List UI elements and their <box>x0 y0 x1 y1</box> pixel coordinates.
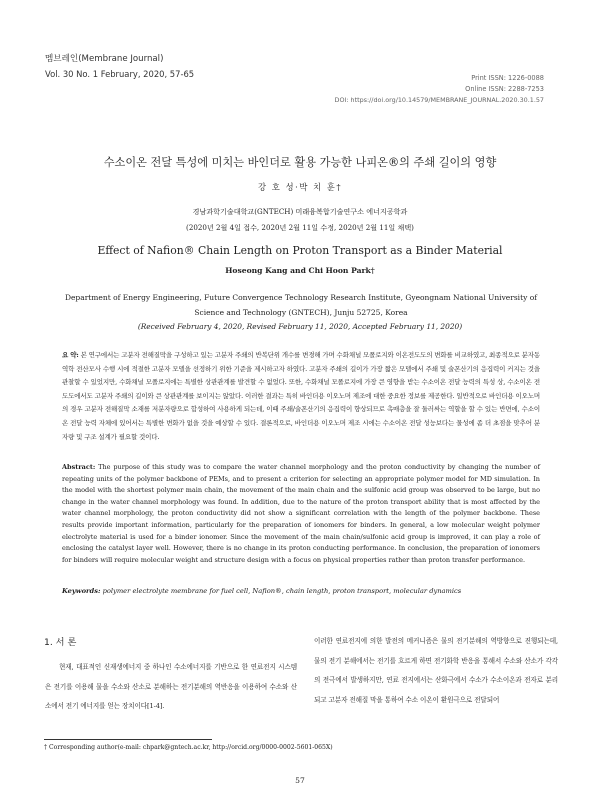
english-affiliation: Department of Energy Engineering, Future Convergence Technology Research Institute, Gyeongnam National University of Science and Technology (GNTECH), Junju 52725, Korea <box>64 293 538 318</box>
korean-abstract-label: 요 약: <box>62 351 79 359</box>
journal-issue: Vol. 30 No. 1 February, 2020, 57-65 <box>45 69 195 79</box>
online-issn: Online ISSN: 2288-7253 <box>465 85 544 93</box>
english-abstract <box>62 462 540 566</box>
english-authors: Hoseong Kang and Chi Hoon Park† <box>225 266 375 275</box>
journal-name: 멤브레인(Membrane Journal) <box>45 54 164 64</box>
keywords-text: polymer electrolyte membrane for fuel cell, Nafion®, chain length, proton transport, molecular dynamics <box>102 587 462 595</box>
print-issn: Print ISSN: 1226-0088 <box>471 74 544 82</box>
body-text-left-column: 현재, 대표적인 신재생에너지 중 하나인 수소에너지를 기반으로 한 연료전지 시스템은 전기를 이용해 물을 수소와 산소로 분해하는 전기분해의 역반응을 이용하여 수소와 산소에서 전기 에너지를 얻는 장치이다[1-4]. <box>45 663 297 711</box>
doi-link[interactable]: DOI: https://doi.org/10.14579/MEMBRANE_JOURNAL.2020.30.1.57 <box>334 96 544 104</box>
keywords <box>62 586 540 597</box>
page-number: 57 <box>295 776 305 785</box>
korean-abstract-text: 본 연구에서는 고분자 전해질막을 구성하고 있는 고분자 주쇄의 반복단위 개수를 변경해 가며 수화채널 모폴로지와 이온전도도의 변화를 비교하였고, 최종적으로 분자동역학 전산모사 수행 시에 적절한 고분자 모델을 선정하기 위한 기준을 제시하고자 하였다. 고분자 주쇄의 길이가 가장 짧은 모델에서 주쇄 및 술폰산기의 응집력이 커지는 것을 관찰할 수 있었지만, 수화채널 모폴로지에는 특별한 상관관계를 발견할 수 없었다. 또한, 수화채널 모폴로지에 가장 큰 영향을 받는 수소이온 전달 능력의 특성 상, 수소이온 전도도에서도 고분자 주쇄의 길이와 큰 상관관계를 보이지는 않았다. 이러한 결과는 특히 바인더용 이오노머 제조에 대한 중요한 정보를 제공한다. 일반적으로 바인더용 이오노머의 경우 고분자 전해질막 소재를 저분자량으로 합성하여 사용하게 되는데, 이때 주쇄/술폰산기의 응집력이 향상되므로 촉매층을 잘 둘러싸는 역할을 할 수 있는 반면에, 수소이온 전달 능력 자체에 있어서는 특별한 변화가 없을 것을 예상할 수 있다. 결론적으로, 바인더용 이오노머 제조 시에는 수소이온 전달 성능보다는 물성에 좀 더 초점을 맞추어 분자량 및 구조 설계가 필요할 것이다. <box>62 351 541 441</box>
korean-title: 수소이온 전달 특성에 미치는 바인더로 활용 가능한 나피온®의 주쇄 길이의 영향 <box>103 156 497 169</box>
korean-abstract <box>62 349 540 444</box>
english-title: Effect of Nafion® Chain Length on Proton Transport as a Binder Material <box>97 244 503 257</box>
corresponding-author-footnote: † Corresponding author(e-mail: chpark@gntech.ac.kr, http://orcid.org/0000-0002-5601-065X) <box>44 744 333 751</box>
keywords-label: Keywords: <box>62 587 101 595</box>
english-abstract-label: Abstract: <box>62 463 96 471</box>
footnote-divider <box>44 739 212 740</box>
korean-authors: 강 호 성·박 치 훈† <box>257 182 343 192</box>
body-text-right-column: 이러한 연료전지에 의한 발전의 메커니즘은 물의 전기분해의 역방향으로 진행되는데, 물의 전기 분해에서는 전기를 흐르게 하면 전기화학 반응을 통해서 수소와 산소가 각각의 전극에서 발생하지만, 연료 전지에서는 산화극에서 수소가 수소이온과 전자로 분리되고 고분자 전해질 막을 통하여 수소 이온이 환원극으로 전달되어 <box>314 637 558 704</box>
korean-received-dates: (2020년 2월 4일 접수, 2020년 2월 11일 수정, 2020년 2월 11일 채택) <box>186 223 414 232</box>
english-received-dates: (Received February 4, 2020, Revised February 11, 2020, Accepted February 11, 2020) <box>137 322 463 331</box>
english-abstract-text: The purpose of this study was to compare the water channel morphology and the proton conductivity by changing the number of repeating units of the polymer backbone of PEMs, and to present a criterion for selecting an appropriate polymer model for MD simulation. In the model with the shortest polymer main chain, the movement of the main chain and the sulfonic acid group was observed to be large, but no change in the water channel morphology was found. In addition, due to the nature of the proton transport ability that is most affected by the water channel morphology, the proton conductivity did not show a significant correlation with the length of the polymer backbone. These results provide important information, particularly for the preparation of ionomers for binders. In general, a low molecular weight polymer electrolyte material is used for a binder ionomer. Since the movement of the main chain/sulfonic acid group is improved, it can play a role of enclosing the catalyst layer well. However, there is no change in its proton conducting performance. In conclusion, the preparation of ionomers for binders will require molecular weight and structure design with a focus on physical properties rather than proton transfer performance. <box>62 463 540 564</box>
section-title-introduction: 1. 서 론 <box>44 637 77 648</box>
korean-affiliation: 경남과학기술대학교(GNTECH) 미래융복합기술연구소 에너지공학과 <box>192 207 408 216</box>
